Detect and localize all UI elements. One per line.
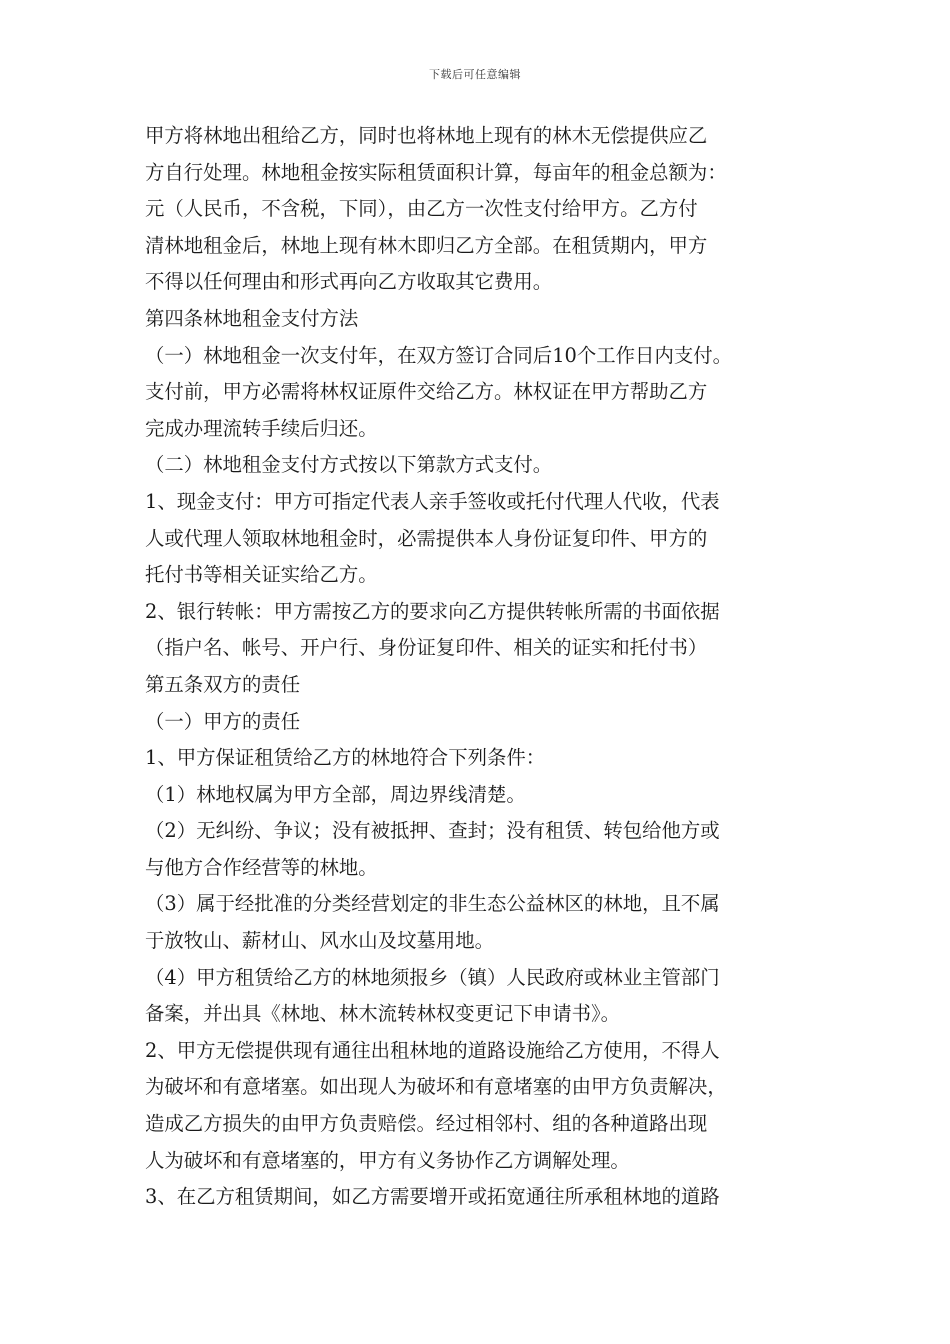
page-header: 下载后可任意编辑 (429, 68, 521, 81)
text-line: （一）甲方的责任 (145, 709, 301, 733)
text-line: 元（人民币，不含税，下同），由乙方一次性支付给甲方。乙方付 (145, 197, 698, 221)
text-line: 清林地租金后，林地上现有林木即归乙方全部。在租赁期内，甲方 (145, 233, 708, 257)
text-line: （二）林地租金支付方式按以下第款方式支付。 (145, 453, 553, 477)
text-line: 与他方合作经营等的林地。 (145, 855, 378, 879)
text-line: 2、银行转帐：甲方需按乙方的要求向乙方提供转帐所需的书面依据 (145, 599, 720, 623)
text-line: 不得以任何理由和形式再向乙方收取其它费用。 (145, 270, 553, 294)
text-line: 备案，并出具《林地、林木流转林权变更记下申请书》。 (145, 1002, 621, 1026)
text-line: （4）甲方租赁给乙方的林地须报乡（镇）人民政府或林业主管部门 (145, 965, 720, 989)
text-line: 于放牧山、薪材山、风水山及坟墓用地。 (145, 929, 495, 953)
text-line: 托付书等相关证实给乙方。 (145, 563, 378, 587)
text-line: 1、现金支付：甲方可指定代表人亲手签收或托付代理人代收，代表 (145, 489, 720, 513)
text-line: 为破坏和有意堵塞。如出现人为破坏和有意堵塞的由甲方负责解决， (145, 1075, 727, 1099)
text-line: （一）林地租金一次支付年，在双方签订合同后10个工作日内支付。 (145, 343, 733, 367)
text-line: 人为破坏和有意堵塞的，甲方有义务协作乙方调解处理。 (145, 1148, 630, 1172)
document-body (145, 118, 813, 1216)
section-heading: 第五条双方的责任 (145, 672, 301, 696)
text-line: （3）属于经批准的分类经营划定的非生态公益林区的林地，且不属 (145, 892, 720, 916)
text-line: 支付前，甲方必需将林权证原件交给乙方。林权证在甲方帮助乙方 (145, 380, 708, 404)
text-line: 3、在乙方租赁期间，如乙方需要增开或拓宽通往所承租林地的道路 (145, 1185, 720, 1209)
text-line: （指户名、帐号、开户行、身份证复印件、相关的证实和托付书） (145, 636, 708, 660)
text-line: （2）无纠纷、争议；没有被抵押、查封；没有租赁、转包给他方或 (145, 819, 720, 843)
text-line: 人或代理人领取林地租金时，必需提供本人身份证复印件、甲方的 (145, 526, 708, 550)
section-heading: 第四条林地租金支付方法 (145, 306, 359, 330)
text-line: 完成办理流转手续后归还。 (145, 416, 378, 440)
text-line: （1）林地权属为甲方全部，周边界线清楚。 (145, 782, 526, 806)
text-line: 1、甲方保证租赁给乙方的林地符合下列条件： (145, 746, 546, 770)
text-line: 甲方将林地出租给乙方，同时也将林地上现有的林木无偿提供应乙 (145, 124, 708, 147)
text-line: 2、甲方无偿提供现有通往出租林地的道路设施给乙方使用，不得人 (145, 1038, 720, 1062)
text-line: 方自行处理。林地租金按实际租赁面积计算，每亩年的租金总额为： (145, 160, 727, 184)
text-line: 造成乙方损失的由甲方负责赔偿。经过相邻村、组的各种道路出现 (145, 1112, 708, 1136)
